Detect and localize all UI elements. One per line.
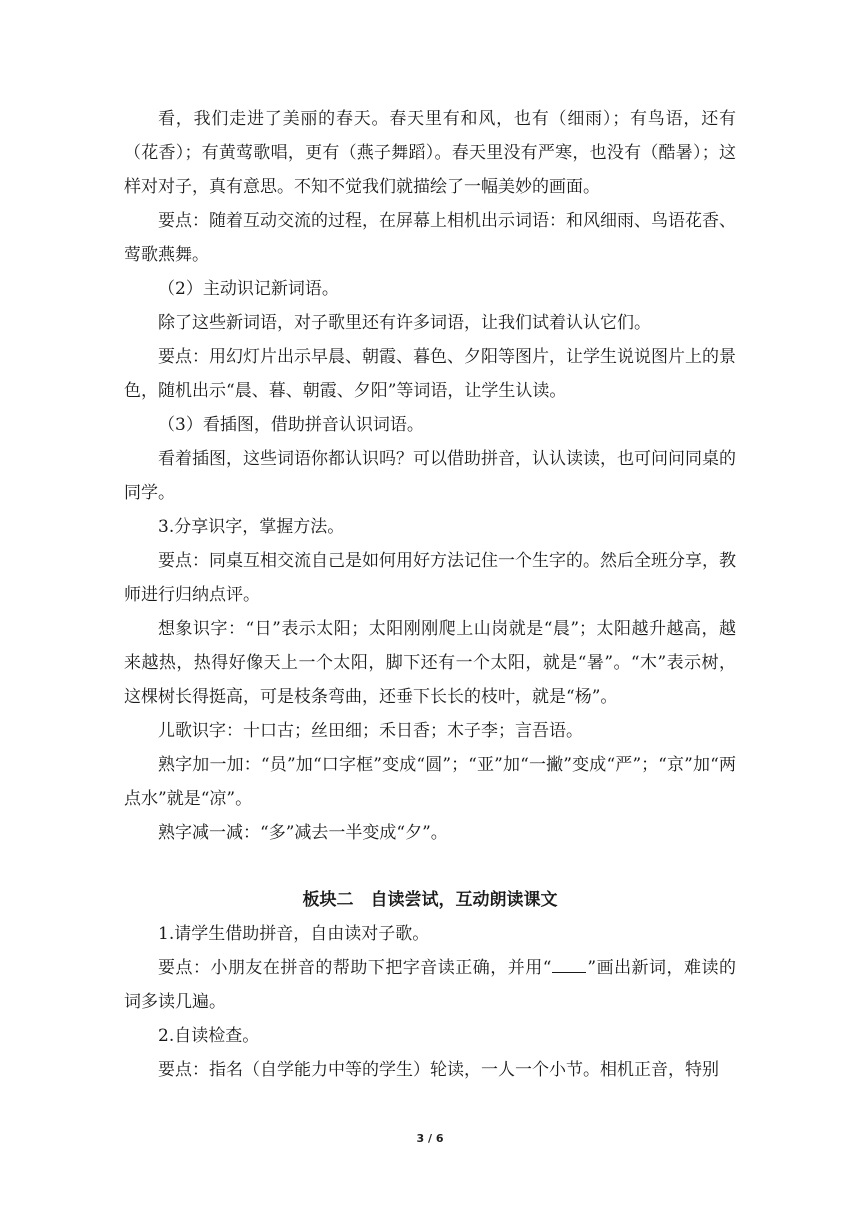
paragraph: 看着插图，这些词语你都认识吗？可以借助拼音，认认读读，也可问问同桌的同学。: [124, 449, 736, 503]
paragraph: 要点：指名（自学能力中等的学生）轮读，一人一个小节。相机正音，特别: [158, 1060, 719, 1080]
paragraph: 2.自读检查。: [158, 1026, 260, 1046]
paragraph: 要点：随着互动交流的过程，在屏幕上相机出示词语：和风细雨、鸟语花香、莺歌燕舞。: [124, 211, 736, 265]
paragraph-text: 要点：小朋友在拼音的帮助下把字音读正确，并用“: [158, 958, 552, 978]
paragraph: （3）看插图，借助拼音认识词语。: [158, 415, 424, 435]
paragraph: 儿歌识字：十口古；丝田细；禾日香；木子李；言吾语。: [158, 721, 583, 741]
paragraph: 除了这些新词语，对子歌里还有许多词语，让我们试着认认它们。: [158, 313, 651, 333]
page-number: 3 / 6: [416, 1132, 444, 1145]
paragraph: 3.分享识字，掌握方法。: [158, 517, 345, 537]
section-heading: 板块二 自读尝试，互动朗读课文: [302, 890, 558, 910]
paragraph: 想象识字：“日”表示太阳；太阳刚刚爬上山岗就是“晨”；太阳越升越高，越来越热，热得好像天上一个太阳，脚下还有一个太阳，就是“暑”。“木”表示树，这棵树长得挺高，可是枝条弯曲，还垂下长长的枝叶，就是“杨”。: [124, 619, 736, 707]
paragraph: [124, 951, 736, 1019]
underline-blank: [552, 958, 586, 973]
paragraph: 熟字加一加：“员”加“口字框”变成“圆”；“亚”加“一撇”变成“严”；“京”加“两点水”就是“凉”。: [124, 755, 736, 809]
paragraph: （2）主动识记新词语。: [158, 279, 339, 299]
paragraph-text: ”画出新词，难读的词多读几遍。: [124, 958, 736, 1012]
paragraph: 要点：用幻灯片出示早晨、朝霞、暮色、夕阳等图片，让学生说说图片上的景色，随机出示“晨、暮、朝霞、夕阳”等词语，让学生认读。: [124, 347, 736, 401]
paragraph: 熟字减一减：“多”减去一半变成“夕”。: [158, 823, 448, 843]
paragraph: 要点：同桌互相交流自己是如何用好方法记住一个生字的。然后全班分享，教师进行归纳点评。: [124, 551, 736, 605]
paragraph: 1.请学生借助拼音，自由读对子歌。: [158, 924, 430, 944]
paragraph: 看，我们走进了美丽的春天。春天里有和风，也有（细雨）；有鸟语，还有（花香）；有黄莺歌唱，更有（燕子舞蹈）。春天里没有严寒，也没有（酷暑）；这样对对子，真有意思。不知不觉我们就描绘了一幅美妙的画面。: [124, 109, 736, 197]
